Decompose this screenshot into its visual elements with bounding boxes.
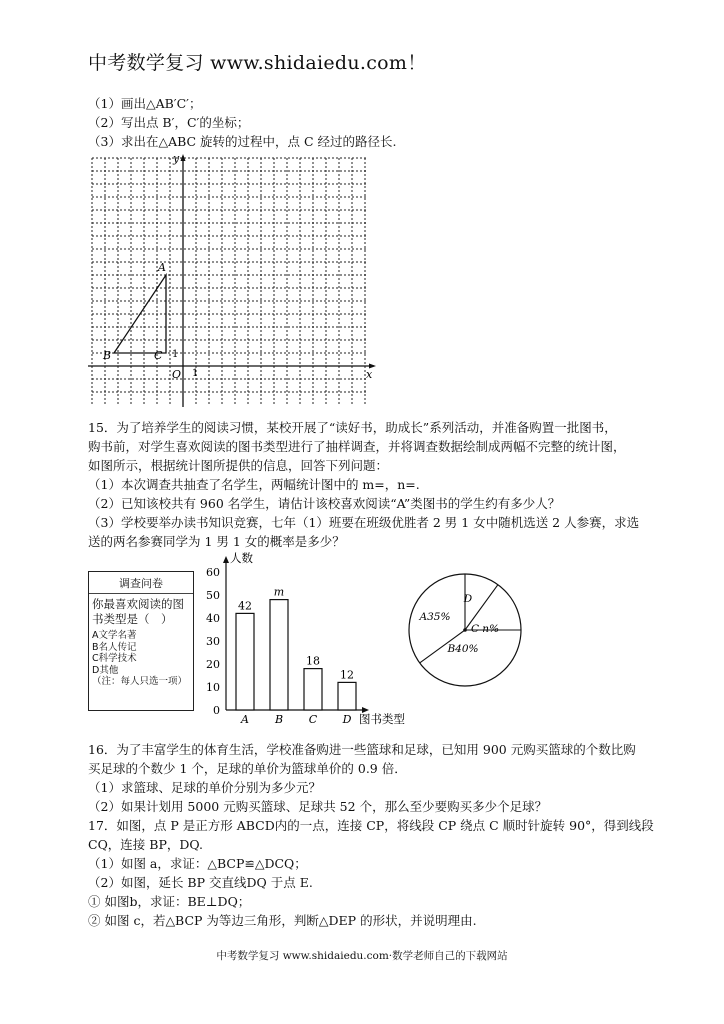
bar-y-axis-arrow xyxy=(223,556,229,563)
q14-item-2: （2）写出点 B′，C′的坐标； xyxy=(88,115,250,130)
label-origin: O xyxy=(172,368,182,381)
label-y-axis: y xyxy=(173,152,180,165)
bar-data-label: 42 xyxy=(238,599,252,613)
q16-item-2: （2）如果计划用 5000 元购买篮球、足球共 52 个，那么至少要购买多少个足球？ xyxy=(88,799,548,814)
survey-note: （注：每人只选一项） xyxy=(92,676,188,687)
bar-category-label: C xyxy=(308,713,318,726)
q15-intro-line-3: 如图所示，根据统计图所提供的信息，回答下列问题： xyxy=(88,458,389,473)
pie-slice-label: B40% xyxy=(447,643,479,655)
q14-item-1: （1）画出△AB′C′； xyxy=(88,96,202,111)
bar-category-label: D xyxy=(342,713,352,726)
q15-item-3-cont: 送的两名参赛同学为 1 男 1 女的概率是多少？ xyxy=(88,534,345,549)
q17-item-1: （1）如图 a，求证：△BCP≌△DCQ； xyxy=(88,856,307,871)
bar-xlabel: 图书类型 xyxy=(359,712,405,726)
q17-line-2: CQ，连接 BP，DQ. xyxy=(88,837,204,852)
survey-option-d: D其他 xyxy=(92,664,119,676)
label-x-axis: x xyxy=(366,368,373,381)
pie-slice-label: A35% xyxy=(419,611,451,623)
bar-ytick-label: 20 xyxy=(206,658,220,671)
bar-ytick-label: 40 xyxy=(206,612,220,625)
bar-category-label: A xyxy=(241,713,249,726)
survey-questionnaire-box xyxy=(88,571,194,711)
bar-ytick-label: 30 xyxy=(206,635,220,648)
survey-option-a: A文学名著 xyxy=(92,630,137,641)
q14-coordinate-figure xyxy=(86,152,386,416)
bar-ytick-label: 10 xyxy=(206,681,220,694)
pie-chart xyxy=(400,565,530,699)
bar-data-label: m xyxy=(273,585,285,599)
page-header-title: 中考数学复习 www.shidaiedu.com！ xyxy=(88,52,427,74)
q17-item-2-sub-1: ① 如图b，求证：BE⊥DQ； xyxy=(88,894,251,909)
q15-intro-line-1: 15．为了培养学生的阅读习惯，某校开展了“读好书，助成长”系列活动，并准备购置一批图书， xyxy=(88,420,617,435)
survey-title: 调查问卷 xyxy=(89,575,193,594)
bar-data-label: 12 xyxy=(340,668,354,682)
q16-line-2: 买足球的个数少 1 个，足球的单价为篮球单价的 0.9 倍． xyxy=(88,761,407,776)
pie-slice-label: D xyxy=(463,593,473,605)
bar-b xyxy=(270,600,288,710)
q15-item-2: （2）已知该校共有 960 名学生，请估计该校喜欢阅读“A”类图书的学生约有多少人？ xyxy=(88,496,561,511)
bar-ytick-label: 0 xyxy=(213,704,220,717)
survey-question: 你最喜欢阅读的图书类型是（ ） xyxy=(92,597,184,626)
page-footer: 中考数学复习 www.shidaiedu.com·数学老师自己的下载网站 xyxy=(216,950,508,962)
survey-option-c: C科学技术 xyxy=(92,653,137,664)
q17-line-1: 17．如图，点 P 是正方形 ABCD内的一点，连接 CP，将线段 CP 绕点 C 顺时针旋转 90°，得到线段 xyxy=(88,818,654,833)
bar-data-label: 18 xyxy=(306,654,320,668)
pie-slice-label: C n% xyxy=(470,623,500,635)
bar-ytick-label: 60 xyxy=(206,566,220,579)
q17-item-2-sub-2: ② 如图 c，若△BCP 为等边三角形，判断△DEP 的形状，并说明理由. xyxy=(88,913,477,928)
bar-category-label: B xyxy=(274,713,284,726)
q16-line-1: 16．为了丰富学生的体育生活，学校准备购进一些篮球和足球，已知用 900 元购买篮球的个数比购 xyxy=(88,742,636,757)
label-vertex-a: A xyxy=(158,261,166,274)
tick-label-y-1: 1 xyxy=(172,349,179,360)
q15-item-1: （1）本次调查共抽查了名学生，两幅统计图中的 m=，n=. xyxy=(88,477,420,492)
bar-d xyxy=(338,682,356,710)
q15-item-3: （3）学校要举办读书知识竞赛，七年（1）班要在班级优胜者 2 男 1 女中随机选送 2 人参赛，求选 xyxy=(88,515,640,530)
tick-label-x-1: 1 xyxy=(192,368,199,379)
q15-intro-line-2: 购书前，对学生喜欢阅读的图书类型进行了抽样调查，并将调查数据绘制成两幅不完整的统计图， xyxy=(88,439,626,454)
bar-chart xyxy=(196,550,416,734)
q16-item-1: （1）求篮球、足球的单价分别为多少元？ xyxy=(88,780,321,795)
label-vertex-b: B xyxy=(103,349,112,362)
bar-ytick-label: 50 xyxy=(206,589,220,602)
bar-a xyxy=(236,613,254,710)
bar-c xyxy=(304,669,322,710)
survey-option-b: B名人传记 xyxy=(92,641,137,653)
bar-ylabel: 人数 xyxy=(230,551,253,565)
label-vertex-c: C xyxy=(154,349,163,362)
q14-item-3: （3）求出在△ABC 旋转的过程中，点 C 经过的路径长. xyxy=(88,134,397,149)
q17-item-2: （2）如图，延长 BP 交直线DQ 于点 E. xyxy=(88,875,313,890)
